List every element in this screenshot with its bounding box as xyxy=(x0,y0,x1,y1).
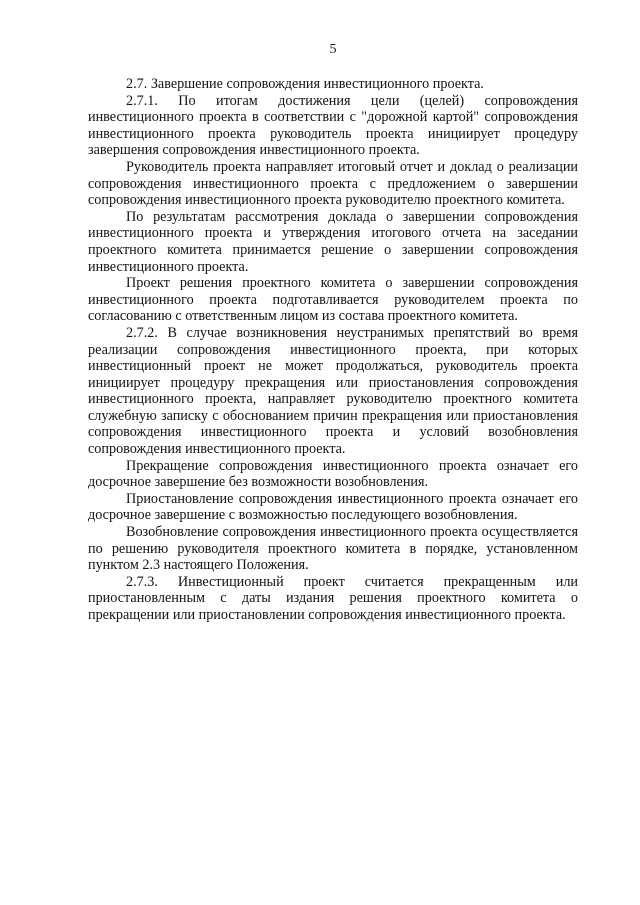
page-number: 5 xyxy=(329,42,337,57)
paragraph-2-7-1: 2.7.1. По итогам достижения цели (целей) сопровождения инвестиционного проекта в соответствии с "дорожной картой" сопровождения инвестиционного проекта руководитель проекта инициирует процедуру завершения сопровождения инвестиционного проекта. xyxy=(88,92,578,159)
paragraph-draft-decision: Проект решения проектного комитета о завершении сопровождения инвестиционного проекта подготавливается руководителем проекта по согласованию с ответственным лицом из состава проектного комитета. xyxy=(88,275,578,325)
paragraph-2-7-2: 2.7.2. В случае возникновения неустранимых препятствий во время реализации сопровождения инвестиционного проекта, при которых инвестиционный проект не может продолжаться, руководитель проекта инициирует процедуру прекращения или приостановления сопровождения инвестиционного проекта, направляет руководителю проектного комитета служебную записку с обоснованием причин прекращения или приостановления сопровождения инвестиционного проекта и условий возобновления сопровождения инвестиционного проекта. xyxy=(88,324,578,458)
paragraph-2-7-3: 2.7.3. Инвестиционный проект считается прекращенным или приостановленным с даты издания решения проектного комитета о прекращении или приостановлении сопровождения инвестиционного проекта. xyxy=(88,573,578,623)
paragraph-final-report: Руководитель проекта направляет итоговый отчет и доклад о реализации сопровождения инвестиционного проекта с предложением о завершении сопровождения инвестиционного проекта руководителю проектного комитета. xyxy=(88,158,578,209)
document-page xyxy=(88,42,578,624)
paragraph-suspension-definition: Приостановление сопровождения инвестиционного проекта означает его досрочное завершение с возможностью последующего возобновления. xyxy=(88,490,578,524)
section-heading-2-7: 2.7. Завершение сопровождения инвестиционного проекта. xyxy=(126,76,484,92)
paragraph-committee-decision: По результатам рассмотрения доклада о завершении сопровождения инвестиционного проекта и утверждения итогового отчета на заседании проектного комитета принимается решение о завершении сопровождения инвестиционного проекта. xyxy=(88,208,578,275)
paragraph-resumption: Возобновление сопровождения инвестиционного проекта осуществляется по решению руководителя проектного комитета в порядке, установленном пунктом 2.3 настоящего Положения. xyxy=(88,524,578,574)
paragraph-termination-definition: Прекращение сопровождения инвестиционного проекта означает его досрочное завершение без возможности возобновления. xyxy=(88,457,578,491)
